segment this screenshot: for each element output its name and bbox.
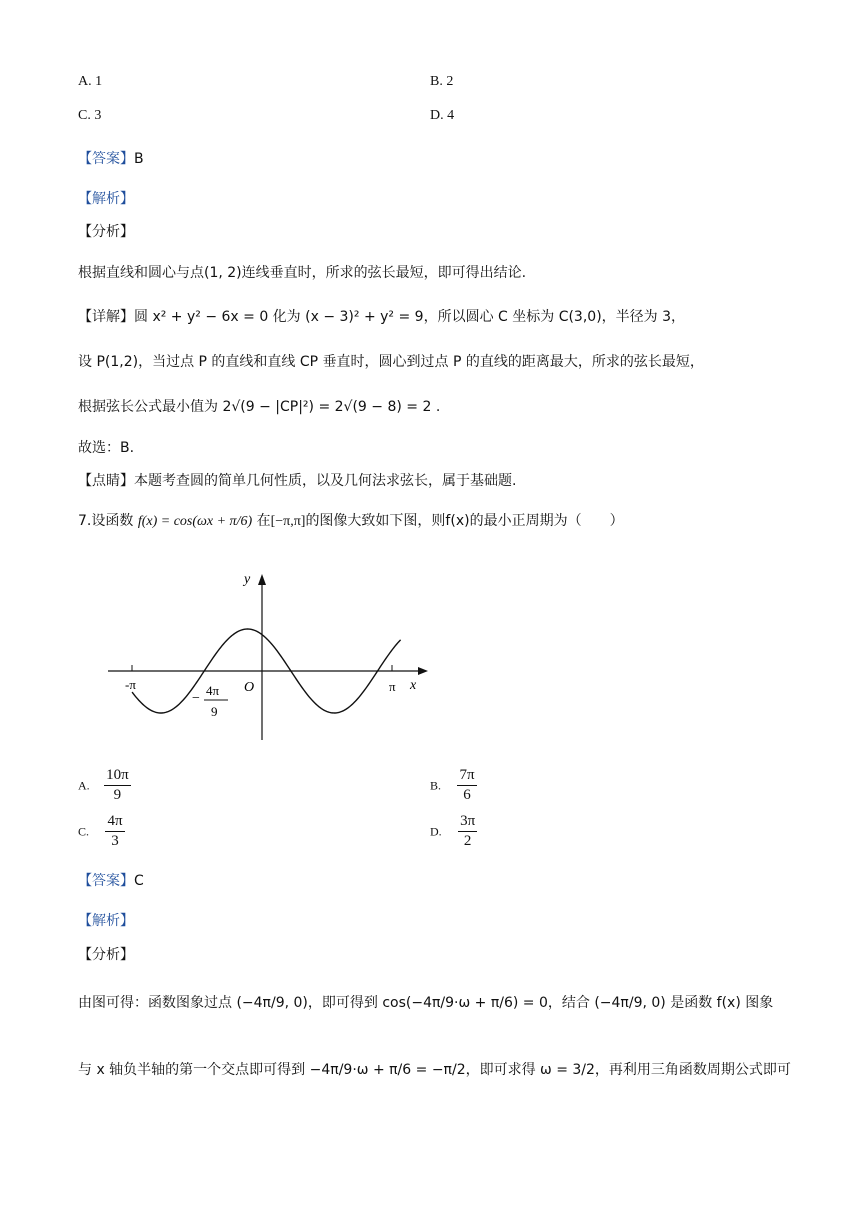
q7-option-b[interactable] — [430, 768, 477, 803]
fenxi-text: 根据直线和圆心与点(1, 2)连线垂直时，所求的弦长最短，即可得出结论. — [78, 265, 527, 281]
answer-tag-q7: 【答案】 — [78, 873, 134, 889]
q7-option-d-den: 2 — [463, 833, 472, 849]
detail-tag: 【详解】 — [78, 309, 134, 325]
cosine-graph — [100, 565, 440, 750]
fenxi-line-2-q7: 与 x 轴负半轴的第一个交点即可得到 −4π/9·ω + π/6 = −π/2，即可求得 ω = 3/2，再利用三角函数周期公式即可 — [78, 1062, 791, 1078]
detail-line-3: 根据弦长公式最小值为 2√(9 − |CP|²) = 2√(9 − 8) = 2 . — [78, 399, 441, 415]
fenxi-line-1-q7: 由图可得：函数图象过点 (−4π/9, 0)，即可得到 cos(−4π/9·ω + π/6) = 0，结合 (−4π/9, 0) 是函数 f(x) 图象 — [78, 995, 774, 1011]
fenxi-tag-q7: 【分析】 — [78, 947, 134, 963]
detail-line-1 — [78, 306, 685, 326]
q7-option-a-letter: A. — [78, 778, 90, 793]
x-label: x — [410, 678, 417, 693]
q7-option-a-den: 9 — [113, 787, 122, 803]
x-axis-arrow — [418, 667, 428, 675]
q7-stem-interval: [−π,π] — [270, 514, 306, 529]
comment-tag: 【点睛】 — [78, 473, 134, 489]
option-b[interactable]: B. 2 — [430, 74, 454, 89]
answer-value: B — [134, 151, 144, 167]
option-a[interactable]: A. 1 — [78, 74, 103, 89]
q7-stem-function: f(x) = cos(ωx + π/6) — [137, 514, 253, 529]
q7-stem-mid: 在 — [256, 513, 271, 529]
analysis-tag: 【解析】 — [78, 191, 134, 207]
comment-text: 本题考查圆的简单几何性质，以及几何法求弦长，属于基础题. — [134, 473, 517, 489]
y-axis-arrow — [258, 574, 266, 585]
q7-option-b-fraction — [457, 768, 476, 803]
q7-option-c[interactable] — [78, 814, 125, 849]
marker-denominator: 9 — [211, 704, 218, 719]
choose-line: 故选：B. — [78, 440, 135, 456]
answer-line-q6 — [78, 148, 144, 168]
q7-option-c-fraction — [105, 814, 124, 849]
marker-numerator: 4π — [206, 683, 220, 698]
q7-option-c-num: 4π — [105, 814, 124, 832]
q7-option-a[interactable] — [78, 768, 131, 803]
detail-text-1: 圆 x² + y² − 6x = 0 化为 (x − 3)² + y² = 9，所以圆心 C 坐标为 C(3,0)，半径为 3， — [134, 309, 686, 325]
marker-sign: − — [192, 691, 200, 706]
answer-line-q7 — [78, 870, 144, 890]
q7-option-d-num: 3π — [458, 814, 477, 832]
q7-option-b-letter: B. — [430, 778, 442, 793]
q7-option-b-num: 7π — [457, 768, 476, 786]
detail-line-2: 设 P(1,2)，当过点 P 的直线和直线 CP 垂直时，圆心到过点 P 的直线的距离最大，所求的弦长最短， — [78, 354, 704, 370]
option-d[interactable]: D. 4 — [430, 108, 455, 123]
origin-label: O — [244, 680, 255, 695]
analysis-tag-q7: 【解析】 — [78, 913, 134, 929]
q7-option-d[interactable] — [430, 814, 477, 849]
y-label: y — [244, 572, 251, 587]
comment-line — [78, 470, 516, 490]
fenxi-tag: 【分析】 — [78, 224, 134, 240]
q7-stem — [78, 510, 624, 530]
q7-option-c-den: 3 — [111, 833, 119, 849]
q7-stem-prefix: 7.设函数 — [78, 513, 134, 529]
q7-option-a-fraction — [104, 768, 131, 803]
q7-option-c-letter: C. — [78, 824, 90, 839]
q7-option-d-letter: D. — [430, 824, 442, 839]
neg-pi-label: -π — [125, 677, 136, 692]
pi-label: π — [389, 679, 396, 694]
q7-stem-suffix: 的图像大致如下图，则f(x)的最小正周期为（ ） — [305, 513, 624, 529]
answer-value-q7: C — [134, 873, 144, 889]
option-c[interactable]: C. 3 — [78, 108, 102, 123]
answer-tag: 【答案】 — [78, 151, 134, 167]
q7-option-a-num: 10π — [104, 768, 131, 786]
q7-option-d-fraction — [458, 814, 477, 849]
q7-option-b-den: 6 — [463, 787, 471, 803]
